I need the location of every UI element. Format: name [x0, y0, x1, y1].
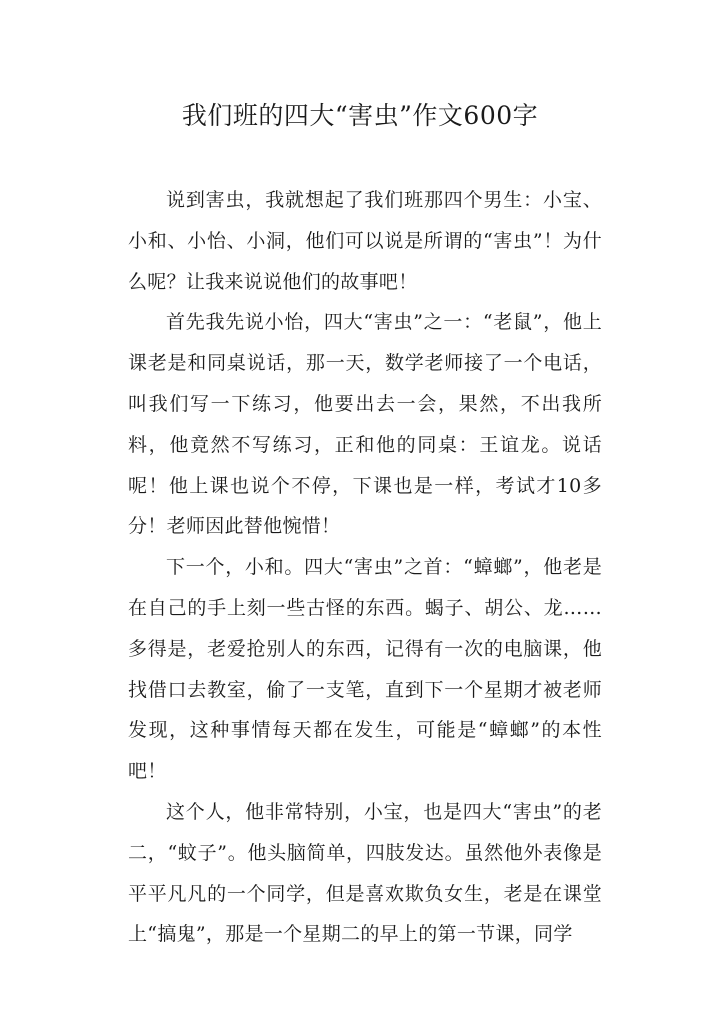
paragraph-4: 这个人，他非常特别，小宝，也是四大“害虫”的老二，“蚊子”。他头脑简单，四肢发达。虽然他外表像是平平凡凡的一个同学，但是喜欢欺负女生，老是在课堂上“搞鬼”，那是一个星期二的早上的第一节课，同学 [128, 800, 602, 946]
document-title: 我们班的四大“害虫”作文600字 [181, 101, 539, 130]
paragraph-3: 下一个，小和。四大“害虫”之首：“蟑螂”，他老是在自己的手上刻一些古怪的东西。蝎子、胡公、龙……多得是，老爱抢别人的东西，记得有一次的电脑课，他找借口去教室，偷了一支笔，直到下一个星期才被老师发现，这种事情每天都在发生，可能是“蟑螂”的本性吧！ [128, 556, 602, 783]
paragraph-2: 首先我先说小怡，四大“害虫”之一：“老鼠”，他上课老是和同桌说话，那一天，数学老师接了一个电话，叫我们写一下练习，他要出去一会，果然，不出我所料，他竟然不写练习，正和他的同桌：王谊龙。说话呢！他上课也说个不停，下课也是一样，考试才10多分！老师因此替他惋惜！ [128, 311, 602, 538]
paragraph-1: 说到害虫，我就想起了我们班那四个男生：小宝、小和、小怡、小洞，他们可以说是所谓的“害虫”！为什么呢？让我来说说他们的故事吧！ [128, 189, 602, 293]
document-body [128, 180, 602, 955]
